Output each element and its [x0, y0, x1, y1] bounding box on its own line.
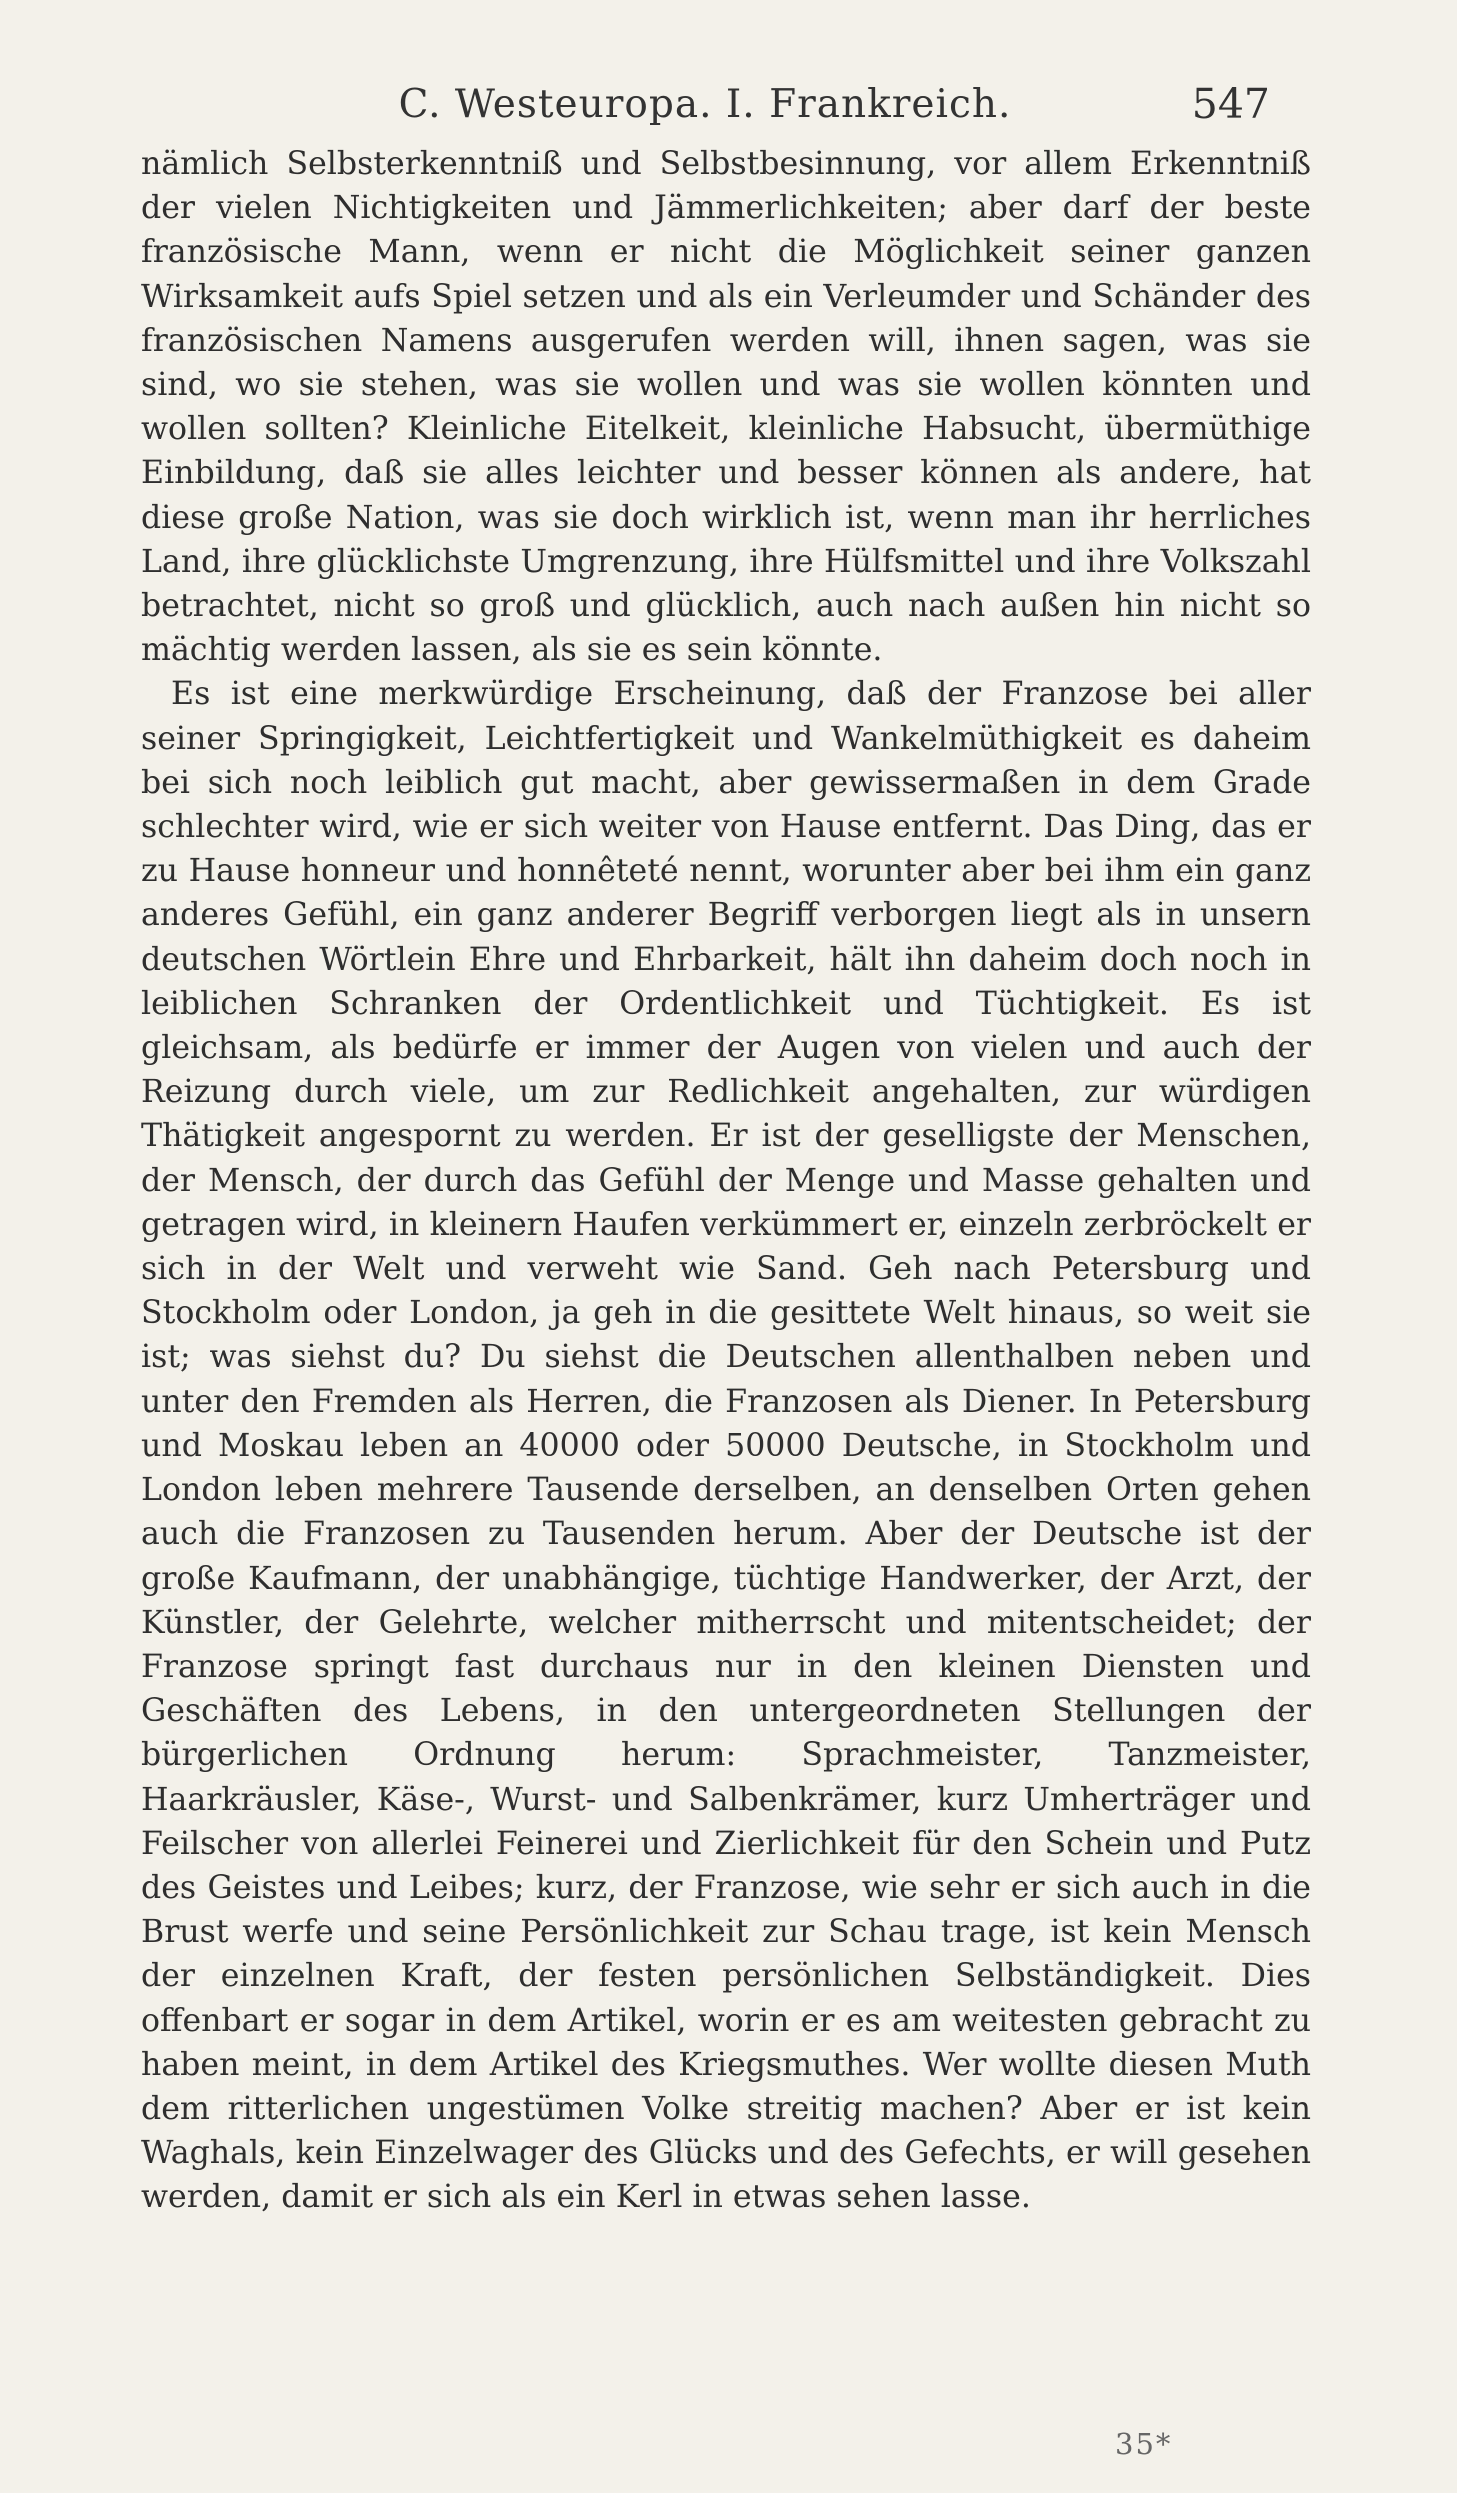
paragraph-1: nämlich Selbsterkenntniß und Selbstbesinnung, vor allem Erkenntniß der vielen Nichtigkeiten und Jämmerlichkeiten; aber darf der beste französische Mann, wenn er nicht die Möglichkeit seiner ganzen Wirksamkeit aufs Spiel setzen und als ein Verleumder und Schänder des französischen Namens ausgerufen werden will, ihnen sagen, was sie sind, wo sie stehen, was sie wollen und was sie wollen könnten und wollen sollten? Kleinliche Eitelkeit, kleinliche Habsucht, übermüthige Einbildung, daß sie alles leichter und besser können als andere, hat diese große Nation, was sie doch wirklich ist, wenn man ihr herrliches Land, ihre glücklichste Umgrenzung, ihre Hülfsmittel und ihre Volkszahl betrachtet, nicht so groß und glücklich, auch nach außen hin nicht so mächtig werden lassen, als sie es sein könnte.: [141, 146, 1311, 669]
body-text: [141, 142, 1311, 2220]
signature-mark: 35*: [1115, 2427, 1173, 2461]
page-number: 547: [1191, 80, 1270, 128]
header-title: C. Westeuropa. I. Frankreich.: [398, 82, 1012, 127]
paragraph-2: Es ist eine merkwürdige Erscheinung, daß der Franzose bei aller seiner Springigkeit, Leichtfertigkeit und Wankelmüthigkeit es daheim bei sich noch leiblich gut macht, aber gewissermaßen in dem Grade schlechter wird, wie er sich weiter von Hause entfernt. Das Ding, das er zu Hause honneur und honnêteté nennt, worunter aber bei ihm ein ganz anderes Gefühl, ein ganz anderer Begriff verborgen liegt als in unsern deutschen Wörtlein Ehre und Ehrbarkeit, hält ihn daheim doch noch in leiblichen Schranken der Ordentlichkeit und Tüchtigkeit. Es ist gleichsam, als bedürfe er immer der Augen von vielen und auch der Reizung durch viele, um zur Redlichkeit angehalten, zur würdigen Thätigkeit angespornt zu werden. Er ist der geselligste der Menschen, der Mensch, der durch das Gefühl der Menge und Masse gehalten und getragen wird, in kleinern Haufen verkümmert er, einzeln zerbröckelt er sich in der Welt und verweht wie Sand. Geh nach Petersburg und Stockholm oder London, ja geh in die gesittete Welt hinaus, so weit sie ist; was siehst du? Du siehst die Deutschen allenthalben neben und unter den Fremden als Herren, die Franzosen als Diener. In Petersburg und Moskau leben an 40000 oder 50000 Deutsche, in Stockholm und London leben mehrere Tausende derselben, an denselben Orten gehen auch die Franzosen zu Tausenden herum. Aber der Deutsche ist der große Kaufmann, der unabhängige, tüchtige Handwerker, der Arzt, der Künstler, der Gelehrte, welcher mitherrscht und mitentscheidet; der Franzose springt fast durchaus nur in den kleinen Diensten und Geschäften des Lebens, in den untergeordneten Stellungen der bürgerlichen Ordnung herum: Sprachmeister, Tanzmeister, Haarkräusler, Käse-, Wurst- und Salbenkrämer, kurz Umherträger und Feilscher von allerlei Feinerei und Zierlichkeit für den Schein und Putz des Geistes und Leibes; kurz, der Franzose, wie sehr er sich auch in die Brust werfe und seine Persönlichkeit zur Schau trage, ist kein Mensch der einzelnen Kraft, der festen persönlichen Selbständigkeit. Dies offenbart er sogar in dem Artikel, worin er es am weitesten gebracht zu haben meint, in dem Artikel des Kriegsmuthes. Wer wollte diesen Muth dem ritterlichen ungestümen Volke streitig machen? Aber er ist kein Waghals, kein Einzelwager des Glücks und des Gefechts, er will gesehen werden, damit er sich als ein Kerl in etwas sehen lasse.: [141, 676, 1311, 2216]
running-header: [140, 72, 1270, 132]
